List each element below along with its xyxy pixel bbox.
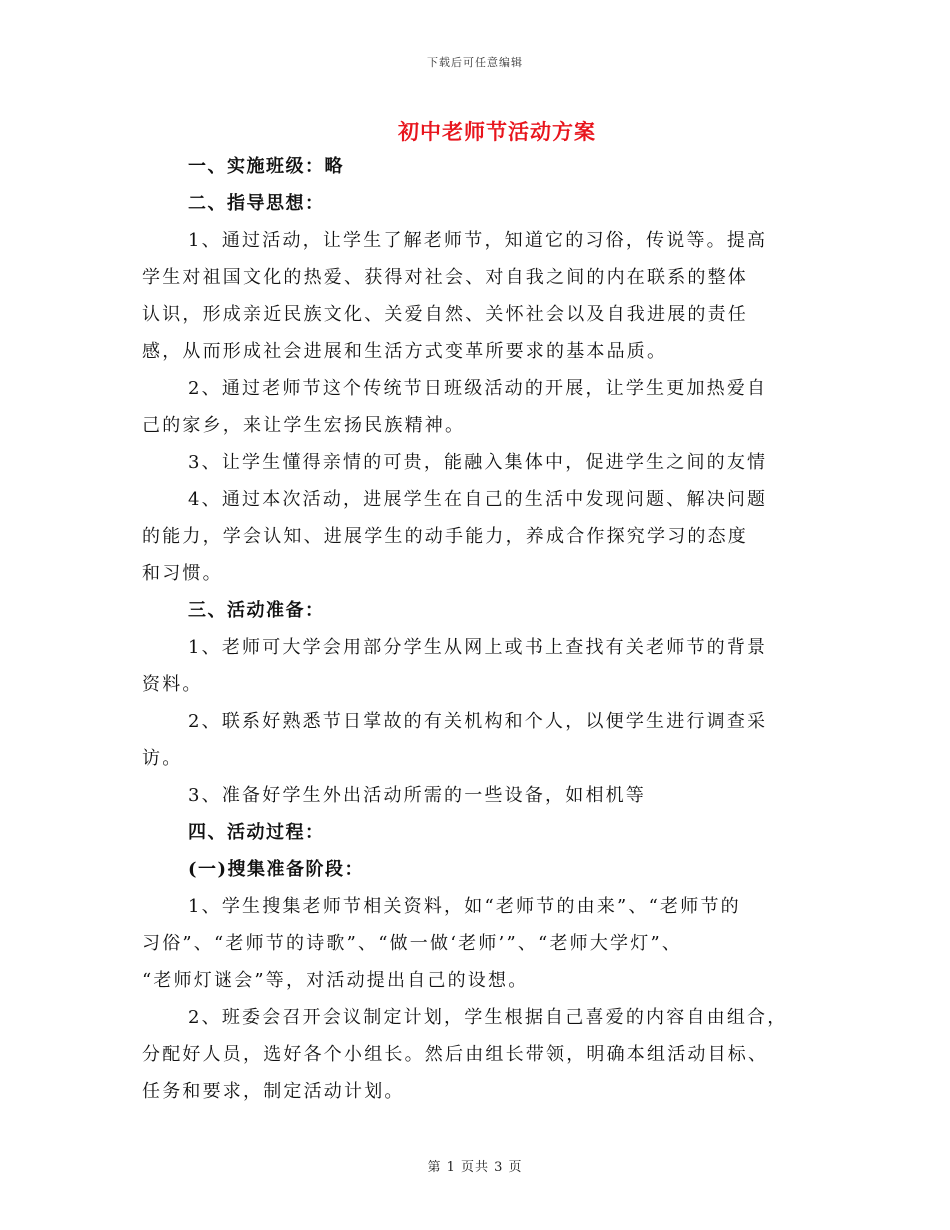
header-note: 下载后可任意编辑: [427, 56, 523, 69]
section-heading: 三、活动准备：: [188, 600, 325, 621]
paragraph-line: 和习惯。: [142, 563, 223, 584]
paragraph-line: 感，从而形成社会进展和生活方式变革所要求的基本品质。: [142, 341, 668, 362]
paragraph-line: 访。: [142, 748, 183, 769]
section-heading: 一、实施班级：略: [188, 156, 344, 177]
paragraph-line: 任务和要求，制定活动计划。: [142, 1081, 405, 1102]
paragraph-line: 分配好人员，选好各个小组长。然后由组长带领，明确本组活动目标、: [142, 1044, 769, 1065]
section-heading: 二、指导思想：: [188, 193, 325, 214]
paragraph-line: 3、准备好学生外出活动所需的一些设备，如相机等: [188, 785, 647, 806]
paragraph-line: 2、联系好熟悉节日掌故的有关机构和个人，以便学生进行调查采: [188, 711, 768, 732]
paragraph-line: 2、通过老师节这个传统节日班级活动的开展，让学生更加热爱自: [188, 378, 768, 399]
paragraph-line: 认识，形成亲近民族文化、关爱自然、关怀社会以及自我进展的责任: [142, 304, 748, 325]
document-title: 初中老师节活动方案: [398, 119, 596, 144]
paragraph-line: 3、让学生懂得亲情的可贵，能融入集体中，促进学生之间的友情: [188, 452, 768, 473]
paragraph-line: 习俗”、“老师节的诗歌”、“做一做‘老师’”、“老师大学灯”、: [142, 933, 683, 954]
paragraph-line: 学生对祖国文化的热爱、获得对社会、对自我之间的内在联系的整体: [142, 267, 748, 288]
paragraph-line: 1、老师可大学会用部分学生从网上或书上查找有关老师节的背景: [188, 637, 768, 658]
paragraph-line: 的能力，学会认知、进展学生的动手能力，养成合作探究学习的态度: [142, 526, 748, 547]
paragraph-line: 4、通过本次活动，进展学生在自己的生活中发现问题、解决问题: [188, 489, 768, 510]
paragraph-line: “老师灯谜会”等，对活动提出自己的设想。: [142, 970, 529, 991]
paragraph-line: 资料。: [142, 674, 203, 695]
page-footer: 第 1 页共 3 页: [427, 1160, 523, 1175]
paragraph-line: 己的家乡，来让学生宏扬民族精神。: [142, 415, 466, 436]
paragraph-line: 1、学生搜集老师节相关资料，如“老师节的由来”、“老师节的: [188, 896, 741, 917]
paragraph-line: 2、班委会召开会议制定计划，学生根据自己喜爱的内容自由组合，: [188, 1007, 788, 1028]
section-heading: 四、活动过程：: [188, 822, 325, 843]
subsection-heading: (一)搜集准备阶段：: [188, 859, 365, 880]
document-body: [142, 152, 822, 1107]
paragraph-line: 1、通过活动，让学生了解老师节，知道它的习俗，传说等。提高: [188, 230, 768, 251]
